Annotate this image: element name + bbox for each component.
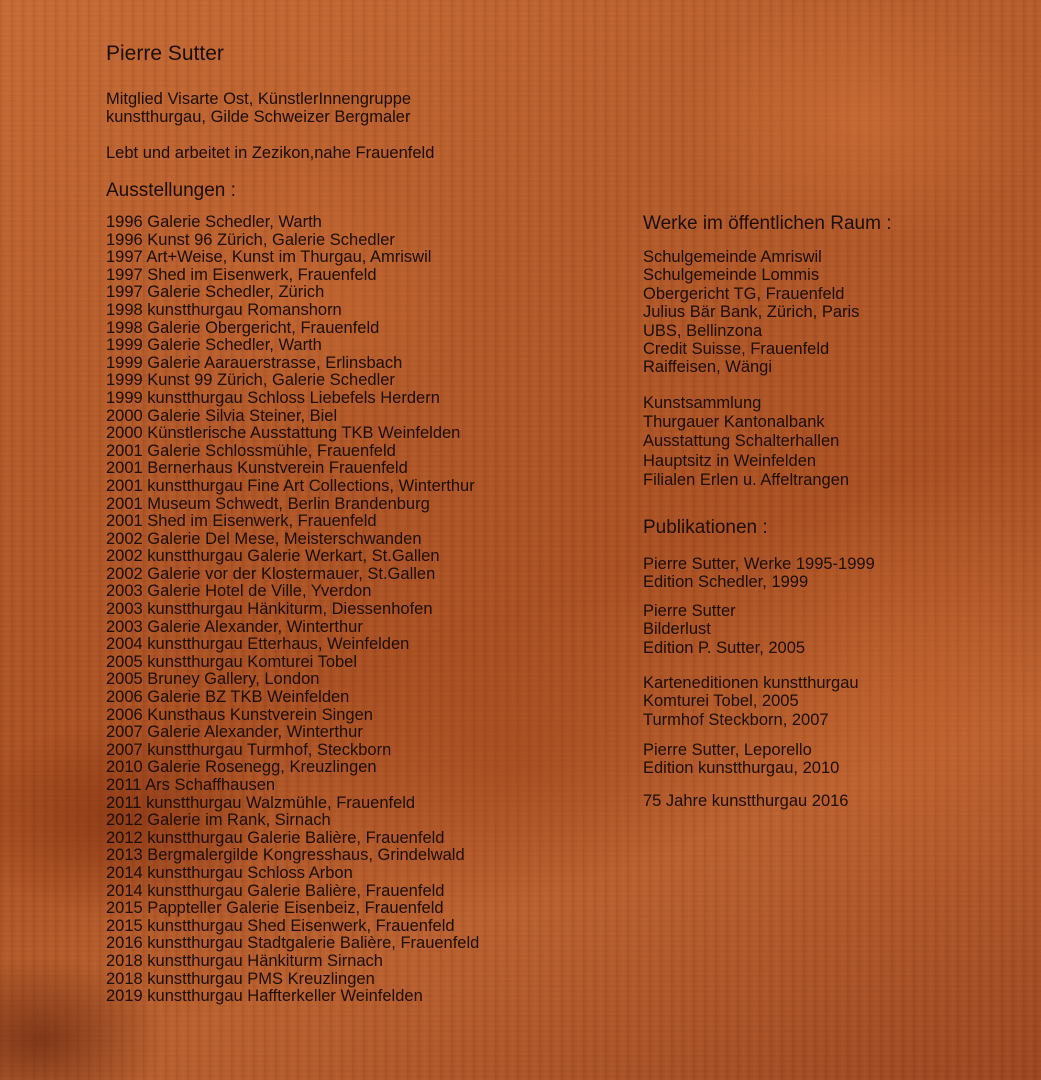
public-work-item: UBS, Bellinzona [643,321,763,340]
membership-line: Mitglied Visarte Ost, KünstlerInnengruppe [106,90,412,108]
exhibition-item: 1999 Galerie Schedler, Warth [106,336,322,355]
publication-group [643,602,805,657]
exhibitions-heading: Ausstellungen : [106,180,236,201]
exhibition-item: 2000 Galerie Silvia Steiner, Biel [106,406,338,425]
exhibition-item: 2001 kunstthurgau Fine Art Collections, Winterthur [106,476,475,495]
public-works-list [643,248,859,377]
exhibition-item: 2005 Bruney Gallery, London [106,670,320,689]
collection-list [643,394,849,490]
collection-line: Filialen Erlen u. Affeltrangen [643,470,850,489]
public-works-heading: Werke im öffentlichen Raum : [643,213,892,234]
publication-line: Bilderlust [643,620,711,639]
public-work-item: Julius Bär Bank, Zürich, Paris [643,303,860,322]
exhibition-item: 2015 Pappteller Galerie Eisenbeiz, Frauenfeld [106,899,444,918]
exhibition-item: 2001 Museum Schwedt, Berlin Brandenburg [106,494,430,513]
exhibitions-list [106,214,479,1006]
exhibition-item: 2003 kunstthurgau Hänkiturm, Diessenhofen [106,600,433,619]
collection-line: Hauptsitz in Weinfelden [643,451,817,470]
exhibition-item: 2002 Galerie Del Mese, Meisterschwanden [106,529,422,548]
exhibition-item: 2007 kunstthurgau Turmhof, Steckborn [106,740,392,759]
exhibition-item: 1999 kunstthurgau Schloss Liebefels Herdern [106,388,440,407]
publication-group [643,555,875,592]
exhibition-item: 2012 Galerie im Rank, Sirnach [106,811,331,830]
publication-group [643,741,839,778]
artist-name: Pierre Sutter [106,42,224,65]
exhibition-item: 2015 kunstthurgau Shed Eisenwerk, Frauenfeld [106,916,455,935]
publication-line: Komturei Tobel, 2005 [643,692,799,711]
exhibition-item: 2018 kunstthurgau PMS Kreuzlingen [106,969,375,988]
membership-line: kunstthurgau, Gilde Schweizer Bergmaler [106,108,411,126]
exhibition-item: 1997 Shed im Eisenwerk, Frauenfeld [106,265,377,284]
publication-line: Karteneditionen kunstthurgau [643,674,859,692]
exhibition-item: 1997 Art+Weise, Kunst im Thurgau, Amriswil [106,248,432,267]
exhibition-item: 2016 kunstthurgau Stadtgalerie Balière, Frauenfeld [106,934,480,953]
exhibition-item: 2001 Galerie Schlossmühle, Frauenfeld [106,441,396,460]
exhibition-item: 1996 Kunst 96 Zürich, Galerie Schedler [106,230,395,249]
exhibition-item: 2006 Kunsthaus Kunstverein Singen [106,705,373,724]
publication-line: Pierre Sutter, Leporello [643,741,812,759]
exhibition-item: 2001 Bernerhaus Kunstverein Frauenfeld [106,459,408,478]
exhibition-item: 2004 kunstthurgau Etterhaus, Weinfelden [106,635,410,654]
collection-line: Kunstsammlung [643,394,762,412]
exhibition-item: 2012 kunstthurgau Galerie Balière, Frauenfeld [106,828,445,847]
exhibition-item: 2007 Galerie Alexander, Winterthur [106,723,363,742]
exhibition-item: 2011 Ars Schaffhausen [106,776,276,794]
exhibition-item: 2006 Galerie BZ TKB Weinfelden [106,688,350,707]
exhibition-item: 2000 Künstlerische Ausstattung TKB Weinfelden [106,424,461,443]
publications-heading: Publikationen : [643,517,768,538]
exhibition-item: 2005 kunstthurgau Komturei Tobel [106,652,358,671]
exhibition-item: 1996 Galerie Schedler, Warth [106,213,322,231]
membership-text [106,90,411,126]
exhibition-item: 2018 kunstthurgau Hänkiturm Sirnach [106,951,383,970]
exhibition-item: 2003 Galerie Alexander, Winterthur [106,617,363,636]
collection-line: Thurgauer Kantonalbank [643,413,825,432]
public-work-item: Raiffeisen, Wängi [643,358,773,377]
publication-group [643,674,859,729]
exhibition-item: 2011 kunstthurgau Walzmühle, Frauenfeld [106,793,416,812]
publication-group [643,792,849,810]
exhibition-item: 2013 Bergmalergilde Kongresshaus, Grindelwald [106,846,465,865]
public-work-item: Schulgemeinde Lommis [643,266,820,285]
public-work-item: Credit Suisse, Frauenfeld [643,340,830,359]
exhibition-item: 1997 Galerie Schedler, Zürich [106,283,325,302]
exhibition-item: 2002 Galerie vor der Klostermauer, St.Gallen [106,564,436,583]
publication-line: Edition Schedler, 1999 [643,573,809,592]
publication-line: 75 Jahre kunstthurgau 2016 [643,792,849,810]
residence-text: Lebt und arbeitet in Zezikon,nahe Frauenfeld [106,144,435,162]
exhibition-item: 2010 Galerie Rosenegg, Kreuzlingen [106,758,377,777]
exhibition-item: 1998 kunstthurgau Romanshorn [106,300,342,319]
exhibition-item: 1999 Galerie Aarauerstrasse, Erlinsbach [106,353,403,372]
publication-line: Edition P. Sutter, 2005 [643,638,806,657]
exhibition-item: 1999 Kunst 99 Zürich, Galerie Schedler [106,371,395,390]
collection-line: Ausstattung Schalterhallen [643,432,840,451]
publication-line: Pierre Sutter, Werke 1995-1999 [643,555,875,573]
exhibition-item: 2014 kunstthurgau Galerie Balière, Frauenfeld [106,881,445,900]
exhibition-item: 2014 kunstthurgau Schloss Arbon [106,863,353,882]
exhibition-item: 2003 Galerie Hotel de Ville, Yverdon [106,582,372,601]
public-work-item: Schulgemeinde Amriswil [643,248,822,266]
exhibition-item: 2002 kunstthurgau Galerie Werkart, St.Gallen [106,547,440,566]
publication-line: Edition kunstthurgau, 2010 [643,759,840,778]
exhibition-item: 2019 kunstthurgau Haffterkeller Weinfelden [106,987,423,1006]
exhibition-item: 2001 Shed im Eisenwerk, Frauenfeld [106,512,377,531]
public-work-item: Obergericht TG, Frauenfeld [643,284,845,303]
publication-line: Pierre Sutter [643,602,736,620]
exhibition-item: 1998 Galerie Obergericht, Frauenfeld [106,318,380,337]
publication-line: Turmhof Steckborn, 2007 [643,710,829,729]
